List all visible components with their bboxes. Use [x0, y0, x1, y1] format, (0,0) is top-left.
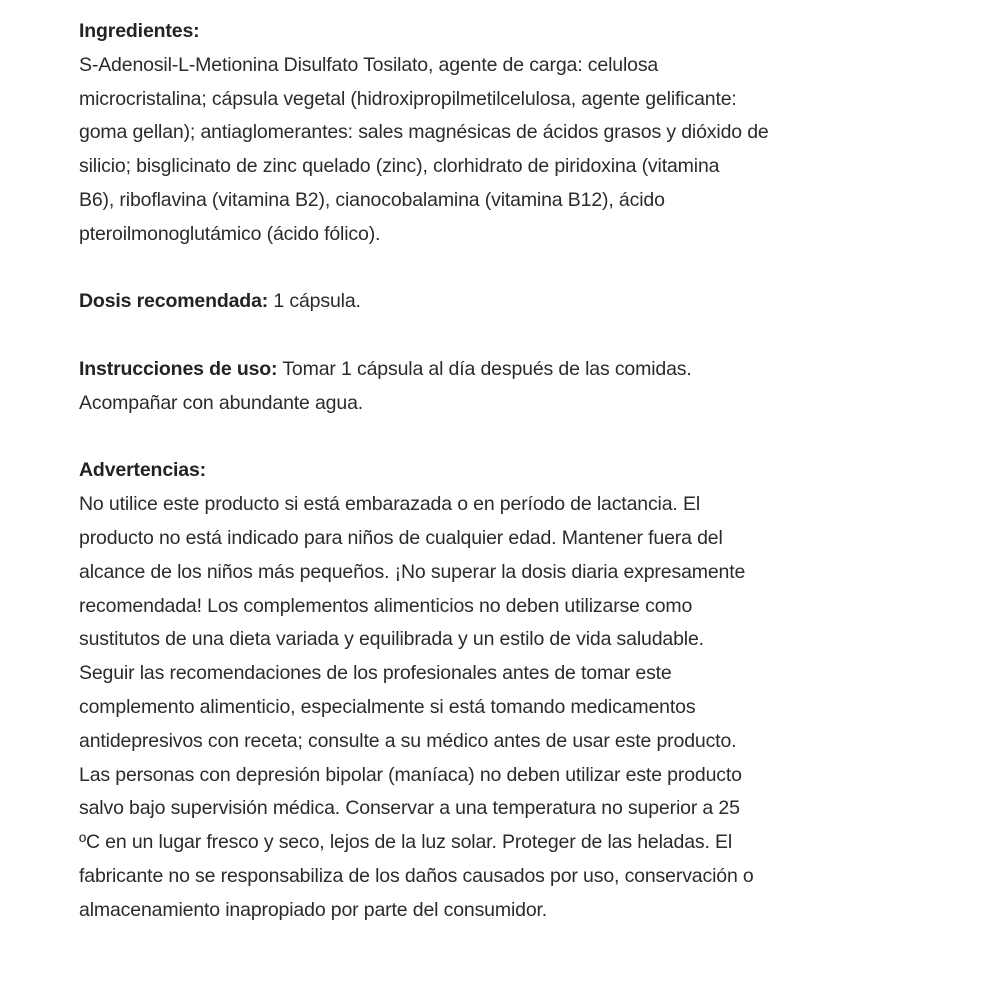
ingredients-line: pteroilmonoglutámico (ácido fólico).: [79, 222, 381, 245]
dosage-line: [79, 285, 869, 319]
ingredients-line: goma gellan); antiaglomerantes: sales magnésicas de ácidos grasos y dióxido de: [79, 121, 769, 144]
dosage-section: [79, 285, 869, 319]
warnings-line: producto no está indicado para niños de cualquier edad. Mantener fuera del: [79, 526, 723, 549]
warnings-line: alcance de los niños más pequeños. ¡No superar la dosis diaria expresamente: [79, 560, 746, 583]
warnings-line: complemento alimenticio, especialmente si está tomando medicamentos: [79, 695, 696, 718]
instructions-heading: Instrucciones de uso:: [79, 357, 278, 380]
ingredients-line: silicio; bisglicinato de zinc quelado (zinc), clorhidrato de piridoxina (vitamina: [79, 155, 720, 178]
ingredients-line: microcristalina; cápsula vegetal (hidroxipropilmetilcelulosa, agente gelificante:: [79, 87, 737, 110]
instructions-line: Acompañar con abundante agua.: [79, 391, 364, 414]
warnings-line: No utilice este producto si está embarazada o en período de lactancia. El: [79, 493, 701, 516]
ingredients-heading: Ingredientes:: [79, 20, 200, 42]
instructions-section: [79, 353, 869, 421]
warnings-heading: Advertencias:: [79, 459, 207, 482]
warnings-line: Seguir las recomendaciones de los profesionales antes de tomar este: [79, 662, 672, 685]
warnings-section: [79, 454, 869, 927]
ingredients-line: S-Adenosil-L-Metionina Disulfato Tosilato, agente de carga: celulosa: [79, 53, 659, 76]
warnings-line: almacenamiento inapropiado por parte del consumidor.: [79, 898, 548, 921]
dosage-heading: Dosis recomendada:: [79, 290, 269, 313]
warnings-line: fabricante no se responsabiliza de los daños causados por uso, conservación o: [79, 864, 754, 887]
ingredients-line: B6), riboflavina (vitamina B2), cianocobalamina (vitamina B12), ácido: [79, 188, 665, 211]
warnings-line: ºC en un lugar fresco y seco, lejos de la luz solar. Proteger de las heladas. El: [79, 831, 733, 854]
warnings-line: Las personas con depresión bipolar (maníaca) no deben utilizar este producto: [79, 763, 742, 786]
dosage-text: 1 cápsula.: [268, 290, 361, 313]
warnings-line: recomendada! Los complementos alimenticios no deben utilizarse como: [79, 594, 693, 617]
warnings-line: salvo bajo supervisión médica. Conservar a una temperatura no superior a 25: [79, 797, 740, 820]
instructions-text: Tomar 1 cápsula al día después de las comidas.: [277, 357, 692, 380]
instructions-line: [79, 353, 869, 387]
warnings-line: sustitutos de una dieta variada y equilibrada y un estilo de vida saludable.: [79, 628, 704, 651]
ingredients-section: [79, 15, 869, 252]
warnings-line: antidepresivos con receta; consulte a su médico antes de usar este producto.: [79, 729, 737, 752]
